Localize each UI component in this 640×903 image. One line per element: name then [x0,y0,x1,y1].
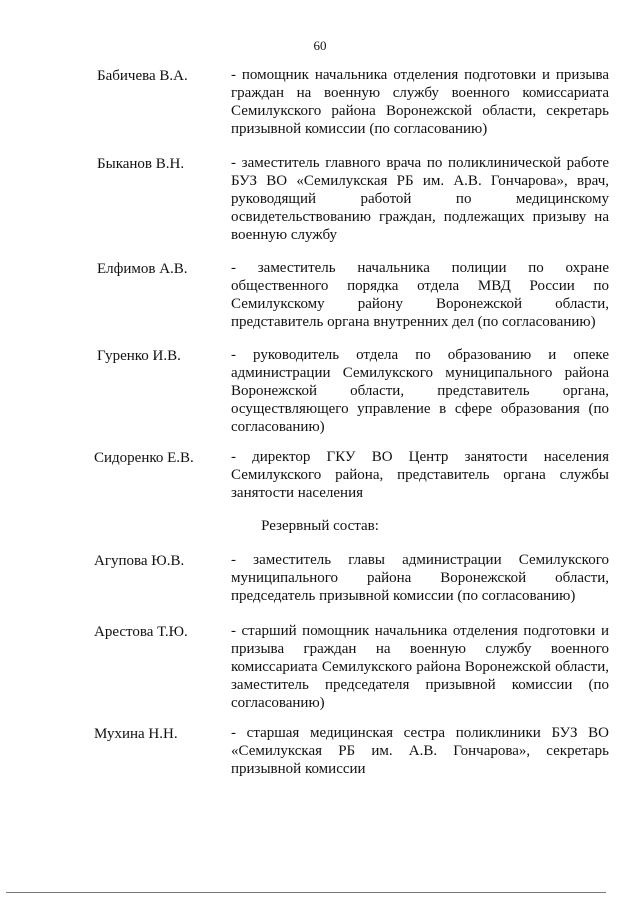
member-description: - заместитель начальника полиции по охране общественного порядка отдела МВД России по Семилукскому району Воронежской области, представитель органа внутренних дел (по согласованию) [231,260,609,330]
member-description: - заместитель главного врача по поликлинической работе БУЗ ВО «Семилукская РБ им. А.В. Гончарова», врач, руководящий работой по медицинскому освидетельствованию граждан, подлежащих призыву на военную службу [231,155,609,243]
member-name: Мухина Н.Н. [94,726,178,742]
member-name: Елфимов А.В. [97,261,188,277]
member-name: Быканов В.Н. [97,156,185,172]
member-description: - старший помощник начальника отделения подготовки и призыва граждан на военную службу военного комиссариата Семилукского района Воронежской области, заместитель председателя призывной комиссии (по согласованию) [231,623,609,711]
member-description: - директор ГКУ ВО Центр занятости населения Семилукского района, представитель органа службы занятости населения [231,449,609,501]
bottom-divider [6,892,606,893]
member-description: - старшая медицинская сестра поликлиники БУЗ ВО «Семилукская РБ им. А.В. Гончарова», секретарь призывной комиссии [231,725,609,777]
member-description: - руководитель отдела по образованию и опеке администрации Семилукского муниципального района Воронежской области, представитель органа, осуществляющего управление в сфере образования (по согласованию) [231,347,609,435]
member-description: - заместитель главы администрации Семилукского муниципального района Воронежской области, председатель призывной комиссии (по согласованию) [231,552,609,604]
reserve-heading: Резервный состав: [261,518,379,534]
member-name: Арестова Т.Ю. [94,624,188,640]
member-description: - помощник начальника отделения подготовки и призыва граждан на военную службу военного комиссариата Семилукского района Воронежской области, секретарь призывной комиссии (по согласованию) [231,67,609,137]
member-name: Гуренко И.В. [97,348,181,364]
member-name: Бабичева В.А. [97,68,188,84]
page-number: 60 [313,38,327,53]
member-name: Сидоренко Е.В. [94,450,194,466]
member-name: Агупова Ю.В. [94,553,185,569]
